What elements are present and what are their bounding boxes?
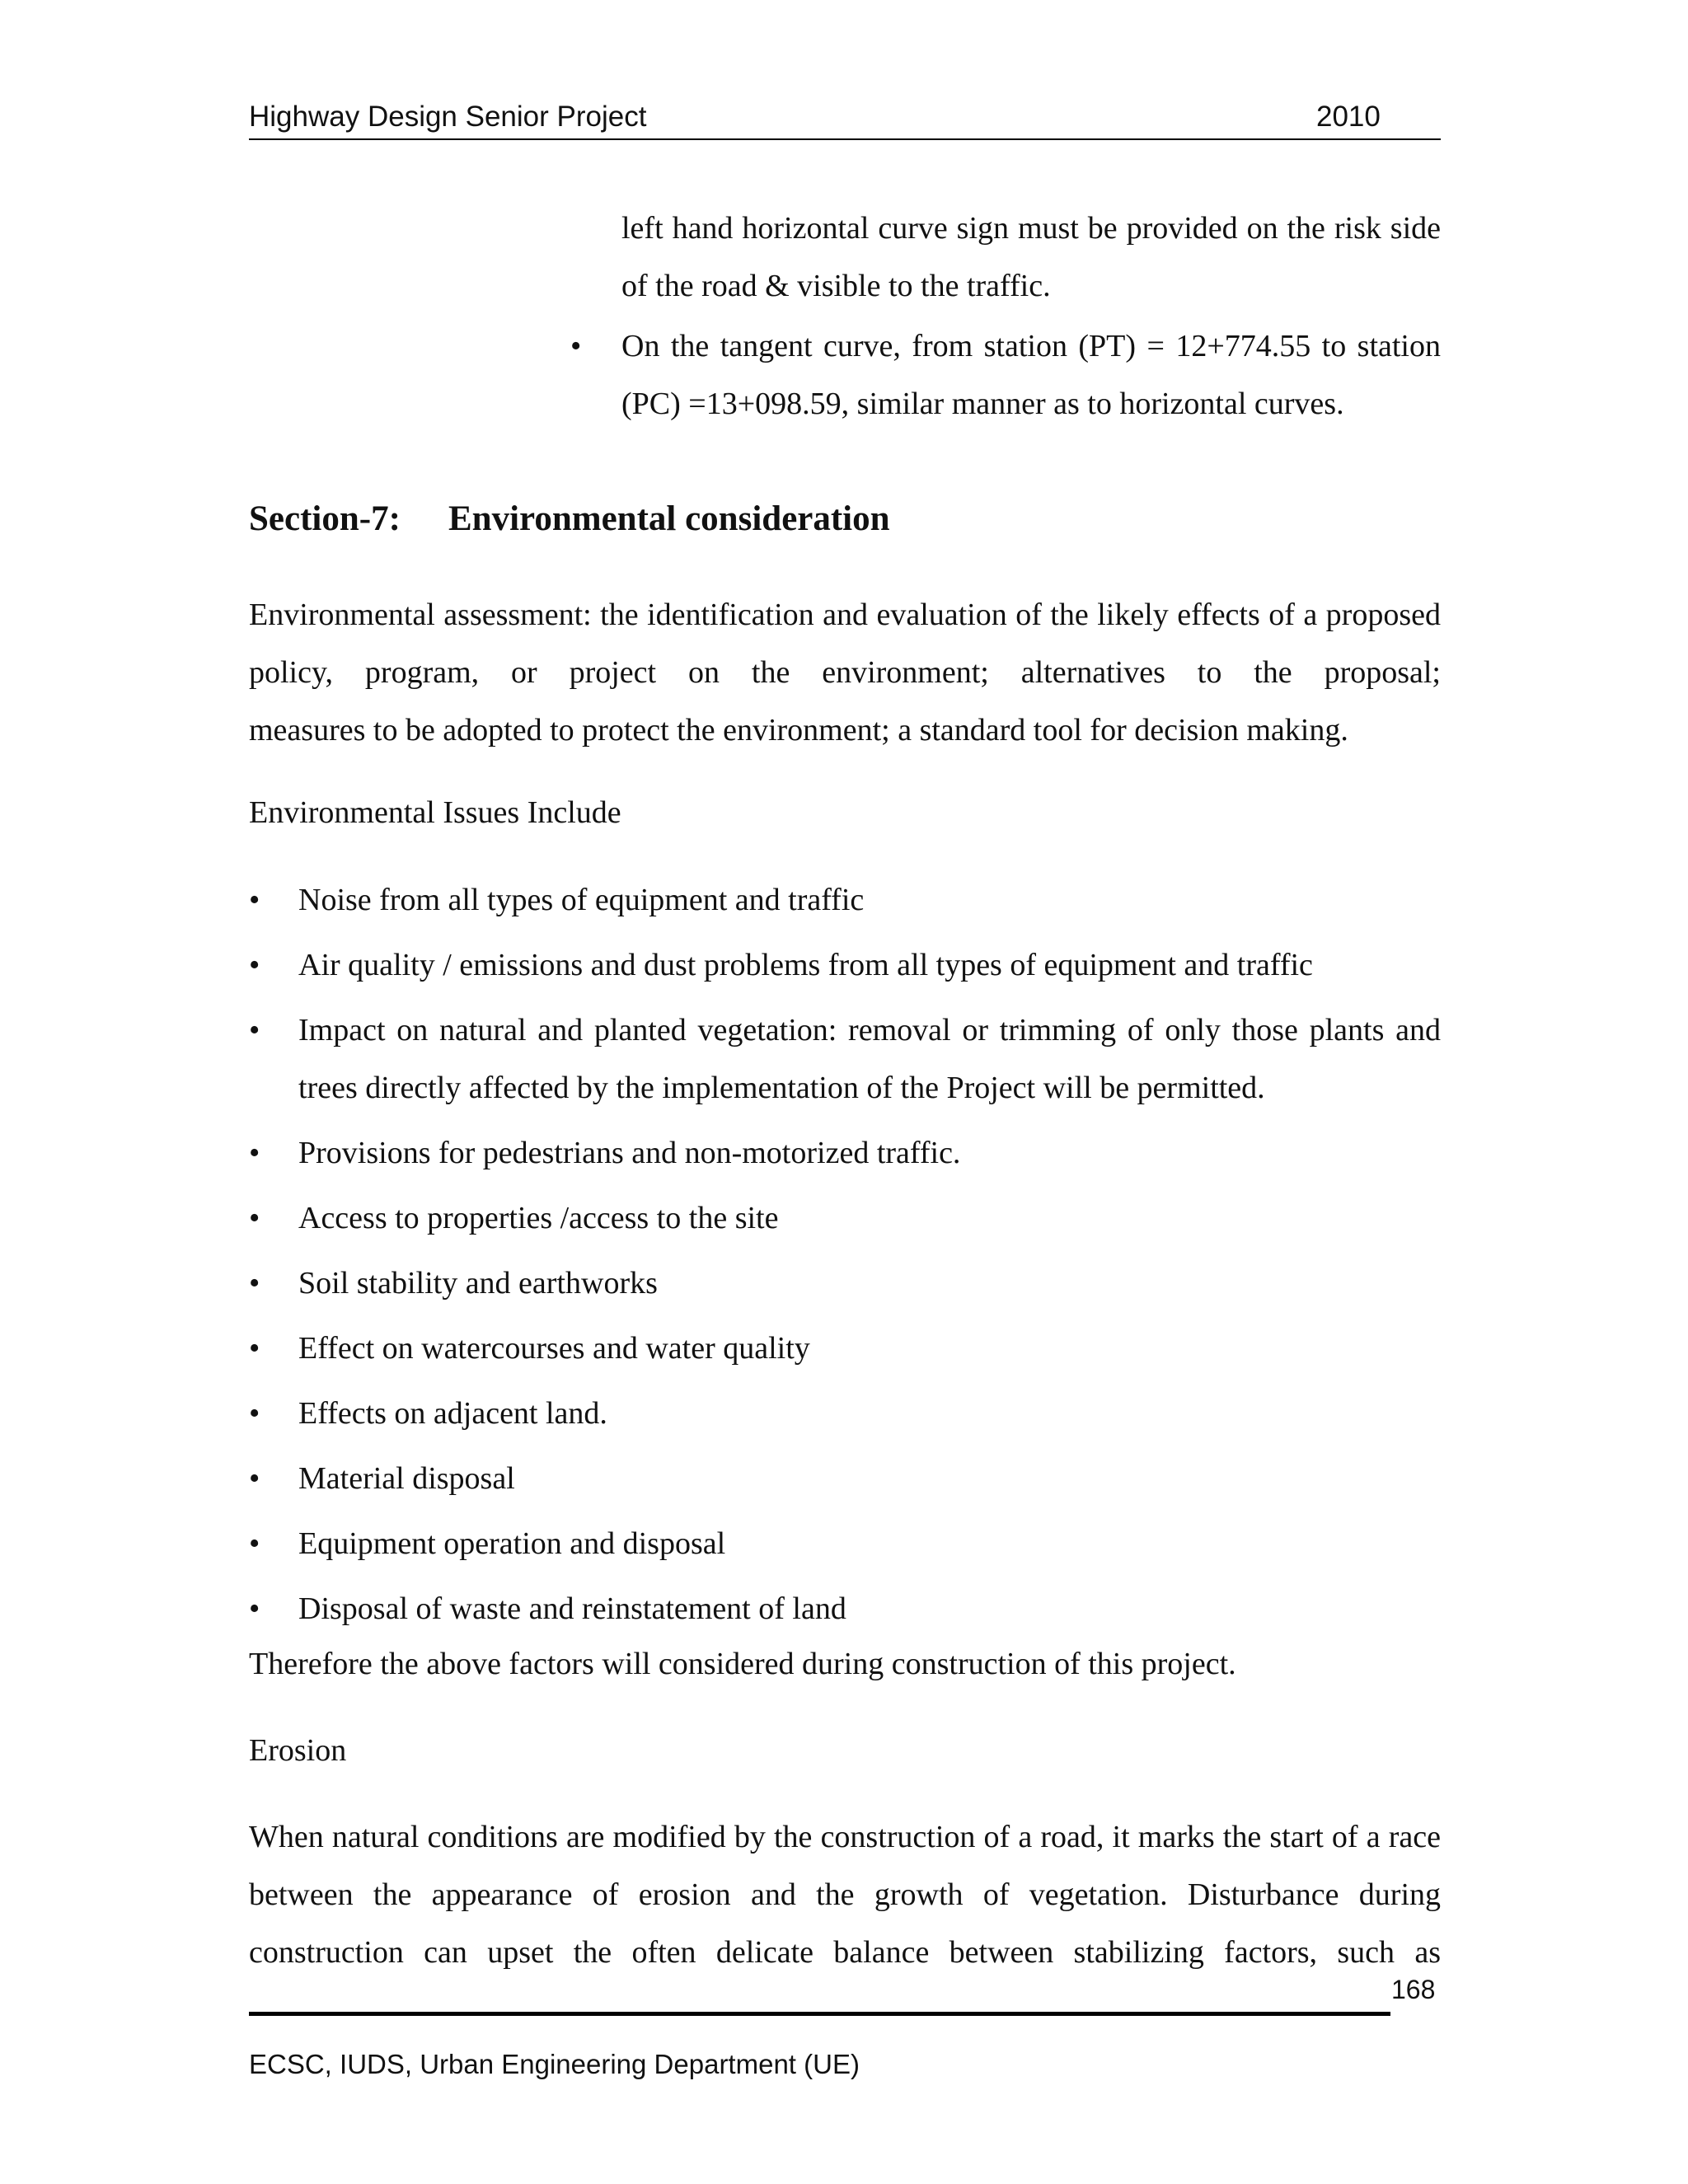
list-item bbox=[249, 1319, 1441, 1377]
bullet-icon: • bbox=[249, 1136, 260, 1170]
intro-paragraph-text: Environmental assessment: the identification and evaluation of the likely effects of a proposed policy, program, or project on the environment; alternatives to the proposal; bbox=[249, 598, 1441, 690]
page-number: 168 bbox=[1391, 1975, 1436, 2004]
intro-paragraph-last-line: measures to be adopted to protect the environment; a standard tool for decision making. bbox=[249, 713, 1348, 748]
continued-paragraph bbox=[621, 199, 1441, 315]
footer-divider bbox=[249, 2012, 1390, 2016]
list-item-text: Access to properties /access to the site bbox=[298, 1201, 779, 1235]
erosion-heading: Erosion bbox=[249, 1733, 347, 1768]
list-item-text: Air quality / emissions and dust problems from all types of equipment and traffic bbox=[298, 948, 1313, 982]
list-item bbox=[249, 871, 1441, 929]
erosion-paragraph: When natural conditions are modified by the construction of a road, it marks the start of a race between the appearance of erosion and the growth of vegetation. Disturbance during construction can upset the often delicate balance between stabilizing factors, such as bbox=[249, 1820, 1441, 1970]
list-item-text: Equipment operation and disposal bbox=[298, 1526, 726, 1561]
list-item-text: Material disposal bbox=[298, 1461, 515, 1496]
section-number: Section-7: bbox=[249, 499, 401, 538]
bullet-icon: • bbox=[249, 1396, 260, 1431]
list-item bbox=[249, 936, 1441, 994]
issues-list bbox=[249, 871, 1441, 1645]
bullet-icon: • bbox=[249, 1013, 260, 1047]
bullet-icon: • bbox=[249, 1331, 260, 1366]
list-item-text: Effect on watercourses and water quality bbox=[298, 1331, 810, 1366]
list-item-text: Effects on adjacent land. bbox=[298, 1396, 607, 1431]
continued-bullet bbox=[570, 317, 1441, 433]
intro-paragraph bbox=[249, 586, 1441, 759]
list-item-text: Soil stability and earthworks bbox=[298, 1266, 658, 1301]
bullet-icon: • bbox=[570, 329, 582, 363]
section-heading bbox=[249, 499, 890, 539]
continued-bullet-text: On the tangent curve, from station (PT) = 12+774.55 to station (PC) =13+098.59, similar manner as to horizontal curves. bbox=[621, 329, 1441, 421]
list-item bbox=[249, 1385, 1441, 1442]
list-item-text: Provisions for pedestrians and non-motorized traffic. bbox=[298, 1136, 961, 1170]
list-item bbox=[249, 1254, 1441, 1312]
continued-paragraph-text: left hand horizontal curve sign must be provided on the risk side of the road & visible to the traffic. bbox=[621, 211, 1441, 303]
list-item-text: Disposal of waste and reinstatement of land bbox=[298, 1591, 846, 1626]
bullet-icon: • bbox=[249, 948, 260, 982]
page-header bbox=[249, 97, 1441, 140]
issues-heading: Environmental Issues Include bbox=[249, 795, 621, 830]
bullet-icon: • bbox=[249, 1461, 260, 1496]
list-item-text: Noise from all types of equipment and traffic bbox=[298, 883, 865, 917]
bullet-icon: • bbox=[249, 1591, 260, 1626]
bullet-icon: • bbox=[249, 1526, 260, 1561]
list-item bbox=[249, 1450, 1441, 1507]
section-title: Environmental consideration bbox=[448, 499, 890, 538]
list-item bbox=[249, 1001, 1441, 1117]
list-item bbox=[249, 1580, 1441, 1638]
header-title: Highway Design Senior Project bbox=[249, 101, 647, 133]
list-item bbox=[249, 1124, 1441, 1182]
header-year: 2010 bbox=[1316, 101, 1381, 133]
list-item bbox=[249, 1189, 1441, 1247]
footer-text: ECSC, IUDS, Urban Engineering Department (UE) bbox=[249, 2049, 860, 2079]
conclusion-text: Therefore the above factors will considered during construction of this project. bbox=[249, 1647, 1236, 1681]
bullet-icon: • bbox=[249, 1266, 260, 1301]
list-item bbox=[249, 1515, 1441, 1572]
bullet-icon: • bbox=[249, 1201, 260, 1235]
list-item-text: Impact on natural and planted vegetation: removal or trimming of only those plants and trees directly affected by the implementation of the Project will be permitted. bbox=[298, 1013, 1441, 1105]
bullet-icon: • bbox=[249, 883, 260, 917]
